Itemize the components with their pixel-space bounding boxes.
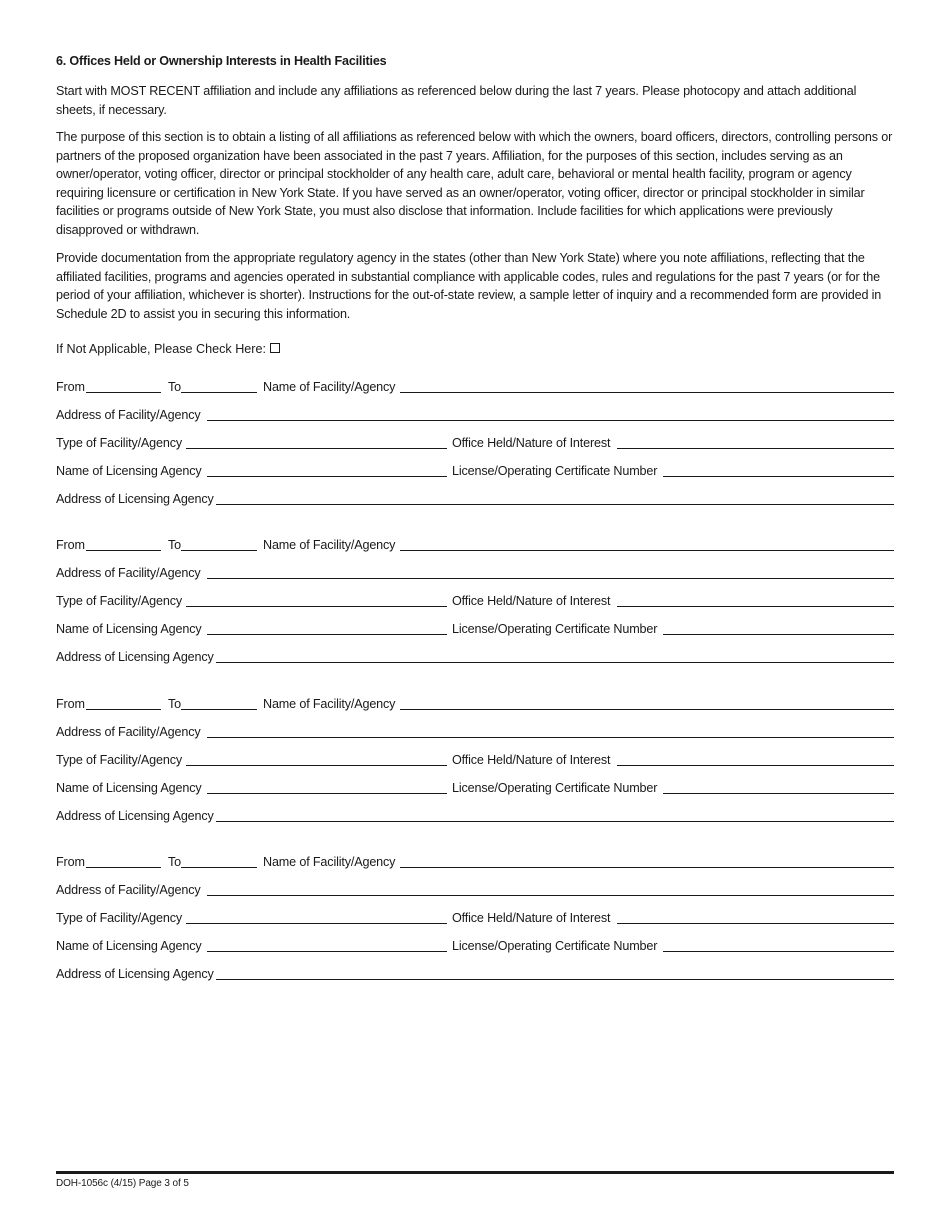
licensing-agency-row [56,462,894,480]
facility-type-label: Type of Facility/Agency [56,911,183,925]
facility-name-field[interactable] [400,853,894,868]
facility-type-field[interactable] [186,592,447,607]
facility-type-label: Type of Facility/Agency [56,594,183,608]
facility-type-row [56,751,894,769]
licensing-agency-address-row [56,965,894,983]
office-held-label: Office Held/Nature of Interest [452,911,611,925]
licensing-agency-row [56,937,894,955]
from-label: From [56,855,85,869]
licensing-agency-name-field[interactable] [207,620,447,635]
not-applicable-row [56,342,280,356]
license-number-field[interactable] [663,620,894,635]
license-number-field[interactable] [663,779,894,794]
license-number-label: License/Operating Certificate Number [452,464,658,478]
affiliation-entry [56,853,894,983]
from-label: From [56,380,85,394]
facility-name-label: Name of Facility/Agency [263,697,396,711]
licensing-agency-address-label: Address of Licensing Agency [56,967,214,981]
office-held-label: Office Held/Nature of Interest [452,436,611,450]
to-date-field[interactable] [181,695,257,710]
affiliation-entry [56,536,894,666]
to-date-field[interactable] [181,853,257,868]
facility-address-row [56,881,894,899]
dates-and-facility-row [56,536,894,554]
to-label: To [168,538,182,552]
licensing-agency-address-field[interactable] [216,965,894,980]
office-held-field[interactable] [617,434,894,449]
not-applicable-checkbox[interactable] [270,343,280,353]
facility-name-label: Name of Facility/Agency [263,855,396,869]
facility-address-label: Address of Facility/Agency [56,883,201,897]
facility-type-field[interactable] [186,909,447,924]
facility-name-label: Name of Facility/Agency [263,380,396,394]
licensing-agency-address-field[interactable] [216,807,894,822]
not-applicable-label: If Not Applicable, Please Check Here: [56,342,267,356]
from-date-field[interactable] [86,695,161,710]
licensing-agency-name-field[interactable] [207,937,447,952]
to-date-field[interactable] [181,536,257,551]
instructions-paragraph-3: Provide documentation from the appropriate regulatory agency in the states (other than New York State) where you note affiliations, reflecting that the affiliated facilities, programs and agencies operated in substantial compliance with applicable codes, rules and regulations for the past 7 years (or for the period of your affiliation, whichever is shorter). Instructions for the out-of-state review, a sample letter of inquiry and a recommended form are provided in Schedule 2D to assist you in securing this information. [56,251,882,321]
facility-type-field[interactable] [186,434,447,449]
office-held-label: Office Held/Nature of Interest [452,753,611,767]
facility-type-label: Type of Facility/Agency [56,753,183,767]
licensing-agency-address-label: Address of Licensing Agency [56,809,214,823]
licensing-agency-row [56,779,894,797]
dates-and-facility-row [56,853,894,871]
facility-address-field[interactable] [207,723,894,738]
from-label: From [56,538,85,552]
facility-type-row [56,909,894,927]
facility-address-row [56,723,894,741]
facility-address-field[interactable] [207,406,894,421]
to-date-field[interactable] [181,378,257,393]
license-number-label: License/Operating Certificate Number [452,939,658,953]
to-label: To [168,380,182,394]
affiliation-entry [56,695,894,825]
license-number-label: License/Operating Certificate Number [452,781,658,795]
facility-address-label: Address of Facility/Agency [56,408,201,422]
licensing-agency-name-label: Name of Licensing Agency [56,939,202,953]
licensing-agency-row [56,620,894,638]
licensing-agency-name-field[interactable] [207,779,447,794]
licensing-agency-name-label: Name of Licensing Agency [56,464,202,478]
office-held-label: Office Held/Nature of Interest [452,594,611,608]
facility-type-label: Type of Facility/Agency [56,436,183,450]
from-date-field[interactable] [86,853,161,868]
office-held-field[interactable] [617,751,894,766]
license-number-label: License/Operating Certificate Number [452,622,658,636]
facility-name-field[interactable] [400,695,894,710]
office-held-field[interactable] [617,592,894,607]
facility-type-field[interactable] [186,751,447,766]
dates-and-facility-row [56,695,894,713]
licensing-agency-address-field[interactable] [216,648,894,663]
licensing-agency-address-row [56,807,894,825]
dates-and-facility-row [56,378,894,396]
licensing-agency-name-label: Name of Licensing Agency [56,622,202,636]
facility-address-row [56,406,894,424]
licensing-agency-address-field[interactable] [216,490,894,505]
licensing-agency-address-row [56,490,894,508]
facility-type-row [56,434,894,452]
instructions-paragraph-1: Start with MOST RECENT affiliation and include any affiliations as referenced below during the last 7 years. Please photocopy and attach additional sheets, if necessary. [56,84,857,117]
to-label: To [168,697,182,711]
from-date-field[interactable] [86,378,161,393]
form-footer: DOH-1056c (4/15) Page 3 of 5 [56,1178,189,1189]
office-held-field[interactable] [617,909,894,924]
facility-name-label: Name of Facility/Agency [263,538,396,552]
facility-address-label: Address of Facility/Agency [56,725,201,739]
instructions-paragraph-2: The purpose of this section is to obtain a listing of all affiliations as referenced below with which the owners, board officers, directors, controlling persons or partners of the proposed organization have been associated in the past 7 years. Affiliation, for the purposes of this section, includes serving as an owner/operator, voting officer, director or principal stockholder of any health care, adult care, behavioral or mental health facility, program or agency requiring licensure or certification in New York State. If you have served as an owner/operator, voting officer, director or principal stockholder in similar facilities or programs outside of New York State, you must also disclose that information. Include facilities for which applications were previously disapproved or withdrawn. [56,130,893,237]
section-title: 6. Offices Held or Ownership Interests in Health Facilities [56,54,387,68]
licensing-agency-address-row [56,648,894,666]
footer-divider [56,1171,894,1174]
license-number-field[interactable] [663,462,894,477]
licensing-agency-name-label: Name of Licensing Agency [56,781,202,795]
licensing-agency-address-label: Address of Licensing Agency [56,650,214,664]
licensing-agency-address-label: Address of Licensing Agency [56,492,214,506]
licensing-agency-name-field[interactable] [207,462,447,477]
from-date-field[interactable] [86,536,161,551]
facility-address-label: Address of Facility/Agency [56,566,201,580]
facility-address-row [56,564,894,582]
from-label: From [56,697,85,711]
form-page [56,0,894,1230]
facility-address-field[interactable] [207,564,894,579]
to-label: To [168,855,182,869]
facility-type-row [56,592,894,610]
facility-name-field[interactable] [400,378,894,393]
facility-address-field[interactable] [207,881,894,896]
facility-name-field[interactable] [400,536,894,551]
affiliation-entry [56,378,894,508]
license-number-field[interactable] [663,937,894,952]
